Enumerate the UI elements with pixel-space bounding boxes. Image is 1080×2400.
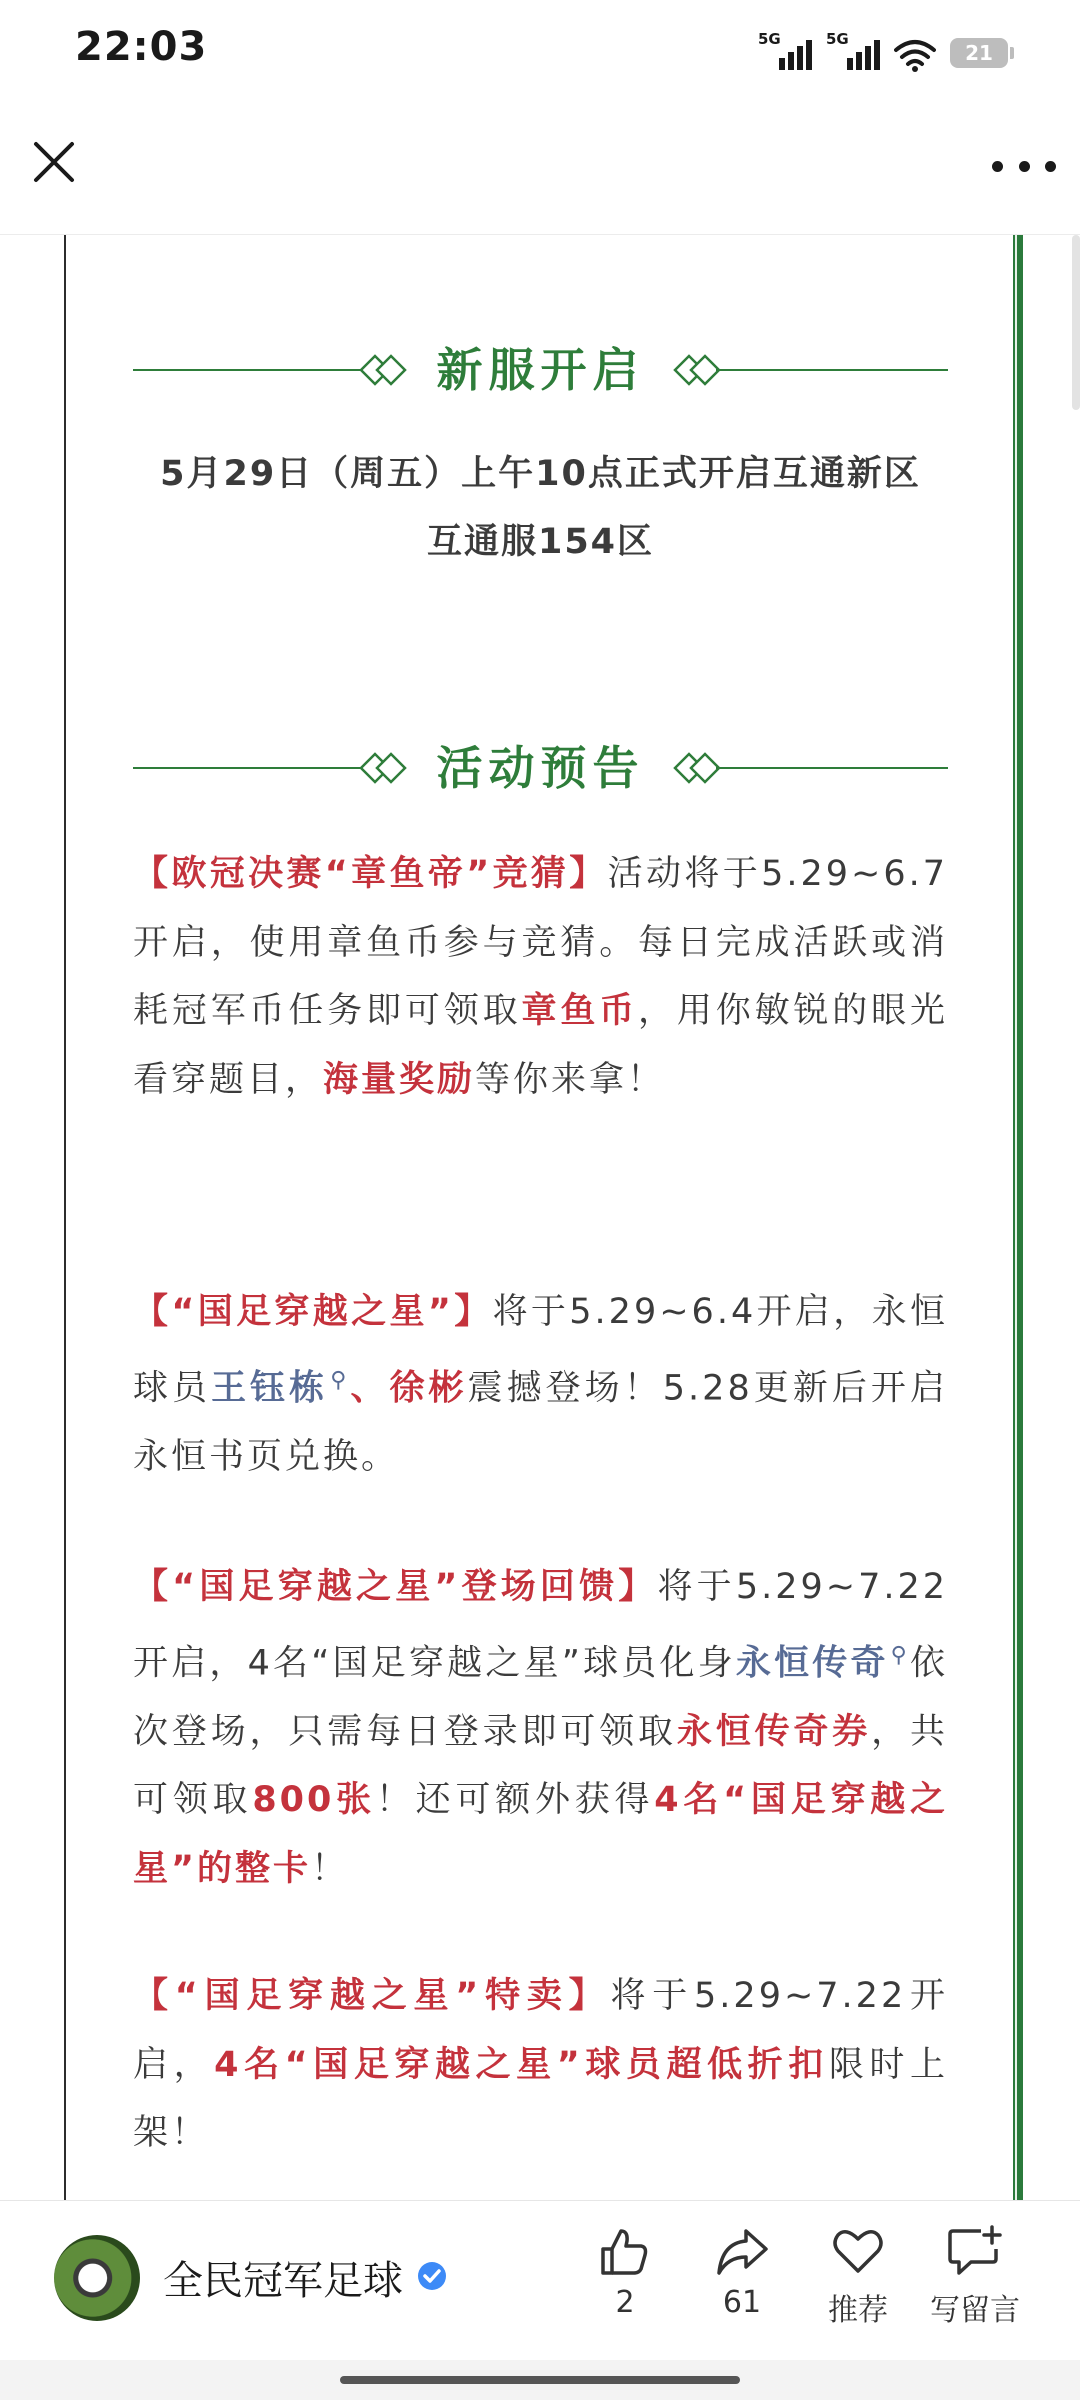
- more-dot: [1019, 161, 1030, 172]
- event-paragraph-2: 【“国足穿越之星”】将于5.29~6.4开启，永恒球员王钰栋⚲、徐彬震撼登场！5.28更新后开启永恒书页兑换。: [133, 1292, 948, 1477]
- more-dot: [992, 161, 1003, 172]
- battery-icon: 21: [950, 38, 1008, 68]
- article-content[interactable]: [0, 235, 1080, 2200]
- heart-icon: [830, 2223, 886, 2279]
- legend-link[interactable]: 永恒传奇: [735, 1643, 889, 1684]
- top-nav: [0, 100, 1080, 235]
- recommend-label: 推荐: [828, 2293, 888, 2328]
- account-name[interactable]: 全民冠军足球: [163, 2258, 403, 2304]
- bottom-bar: [0, 2200, 1080, 2361]
- share-button[interactable]: [687, 2223, 797, 2320]
- event-paragraph-3: 【“国足穿越之星”登场回馈】将于5.29~7.22开启，4名“国足穿越之星”球员化身永恒传奇⚲依次登场，只需每日登录即可领取永恒传奇券，共可领取800张！还可额外获得4名“国足穿越之星”的整卡！: [133, 1567, 949, 1889]
- highlight-text: 800张: [252, 1780, 376, 1821]
- verified-badge-icon: [417, 2261, 447, 2291]
- close-button[interactable]: [28, 136, 80, 188]
- home-indicator[interactable]: [340, 2376, 740, 2384]
- player-link[interactable]: 王钰栋: [211, 1368, 329, 1409]
- event-title: 【“国足穿越之星”】: [133, 1292, 493, 1332]
- like-count: 2: [615, 2285, 635, 2320]
- section-header-events: [133, 738, 948, 798]
- wifi-icon: [894, 38, 936, 72]
- status-icons: [758, 28, 1008, 72]
- comment-label: 写留言: [930, 2293, 1020, 2328]
- share-icon: [714, 2223, 770, 2279]
- comment-button[interactable]: [920, 2223, 1030, 2329]
- signal-icon: 5G: [826, 32, 880, 72]
- status-bar: [0, 0, 1080, 100]
- divider-line: [716, 767, 948, 769]
- search-icon[interactable]: ⚲: [330, 1367, 350, 1393]
- highlight-text: 永恒传奇券: [676, 1711, 872, 1752]
- diamond-ornament-icon: [667, 352, 723, 388]
- frame-border-right: [1013, 235, 1023, 2200]
- more-dot: [1045, 161, 1056, 172]
- signal-icon: 5G: [758, 32, 812, 72]
- frame-border-left: [64, 235, 66, 2200]
- thumbs-up-icon: [597, 2223, 653, 2279]
- new-server-name: 互通服154区: [426, 522, 655, 562]
- event-paragraph-1: 【欧冠决赛“章鱼帝”竞猜】活动将于5.29~6.7开启，使用章鱼币参与竞猜。每日完成活跃或消耗冠军币任务即可领取章鱼币，用你敏锐的眼光看穿题目，海量奖励等你来拿！: [133, 854, 949, 1100]
- more-options-button[interactable]: [992, 146, 1056, 186]
- section-title: 活动预告: [436, 741, 645, 795]
- diamond-ornament-icon: [667, 750, 723, 786]
- share-count: 61: [722, 2285, 762, 2320]
- event-title: 【“国足穿越之星”特卖】: [133, 1976, 611, 2016]
- close-icon: [28, 136, 80, 188]
- event-title: 【“国足穿越之星”登场回馈】: [133, 1567, 658, 1607]
- section-title: 新服开启: [436, 343, 645, 397]
- status-time: 22:03: [75, 24, 208, 70]
- divider-line: [716, 369, 948, 371]
- scrollbar[interactable]: [1072, 235, 1080, 410]
- event-title: 【欧冠决赛“章鱼帝”竞猜】: [133, 854, 608, 894]
- new-server-date: 5月29日（周五）上午10点正式开启互通新区: [160, 454, 921, 494]
- highlight-text: 4名“国足穿越之星”球员超低折扣: [214, 2044, 829, 2085]
- like-button[interactable]: [570, 2223, 680, 2320]
- account-avatar[interactable]: [54, 2235, 140, 2321]
- recommend-button[interactable]: [803, 2223, 913, 2329]
- highlight-text: 4名“国足穿越之星”的整卡: [133, 1780, 948, 1889]
- new-server-info: [133, 440, 948, 576]
- home-indicator-bar: [0, 2360, 1080, 2400]
- highlight-text: 徐彬: [389, 1368, 468, 1409]
- section-header-new-server: [133, 340, 948, 400]
- highlight-text: 海量奖励: [323, 1059, 476, 1100]
- highlight-text: 章鱼币: [521, 991, 639, 1031]
- event-paragraph-4: 【“国足穿越之星”特卖】将于5.29~7.22开启，4名“国足穿越之星”球员超低折扣限时上架！: [133, 1976, 948, 2153]
- comment-plus-icon: [945, 2223, 1005, 2279]
- search-icon[interactable]: ⚲: [890, 1642, 910, 1668]
